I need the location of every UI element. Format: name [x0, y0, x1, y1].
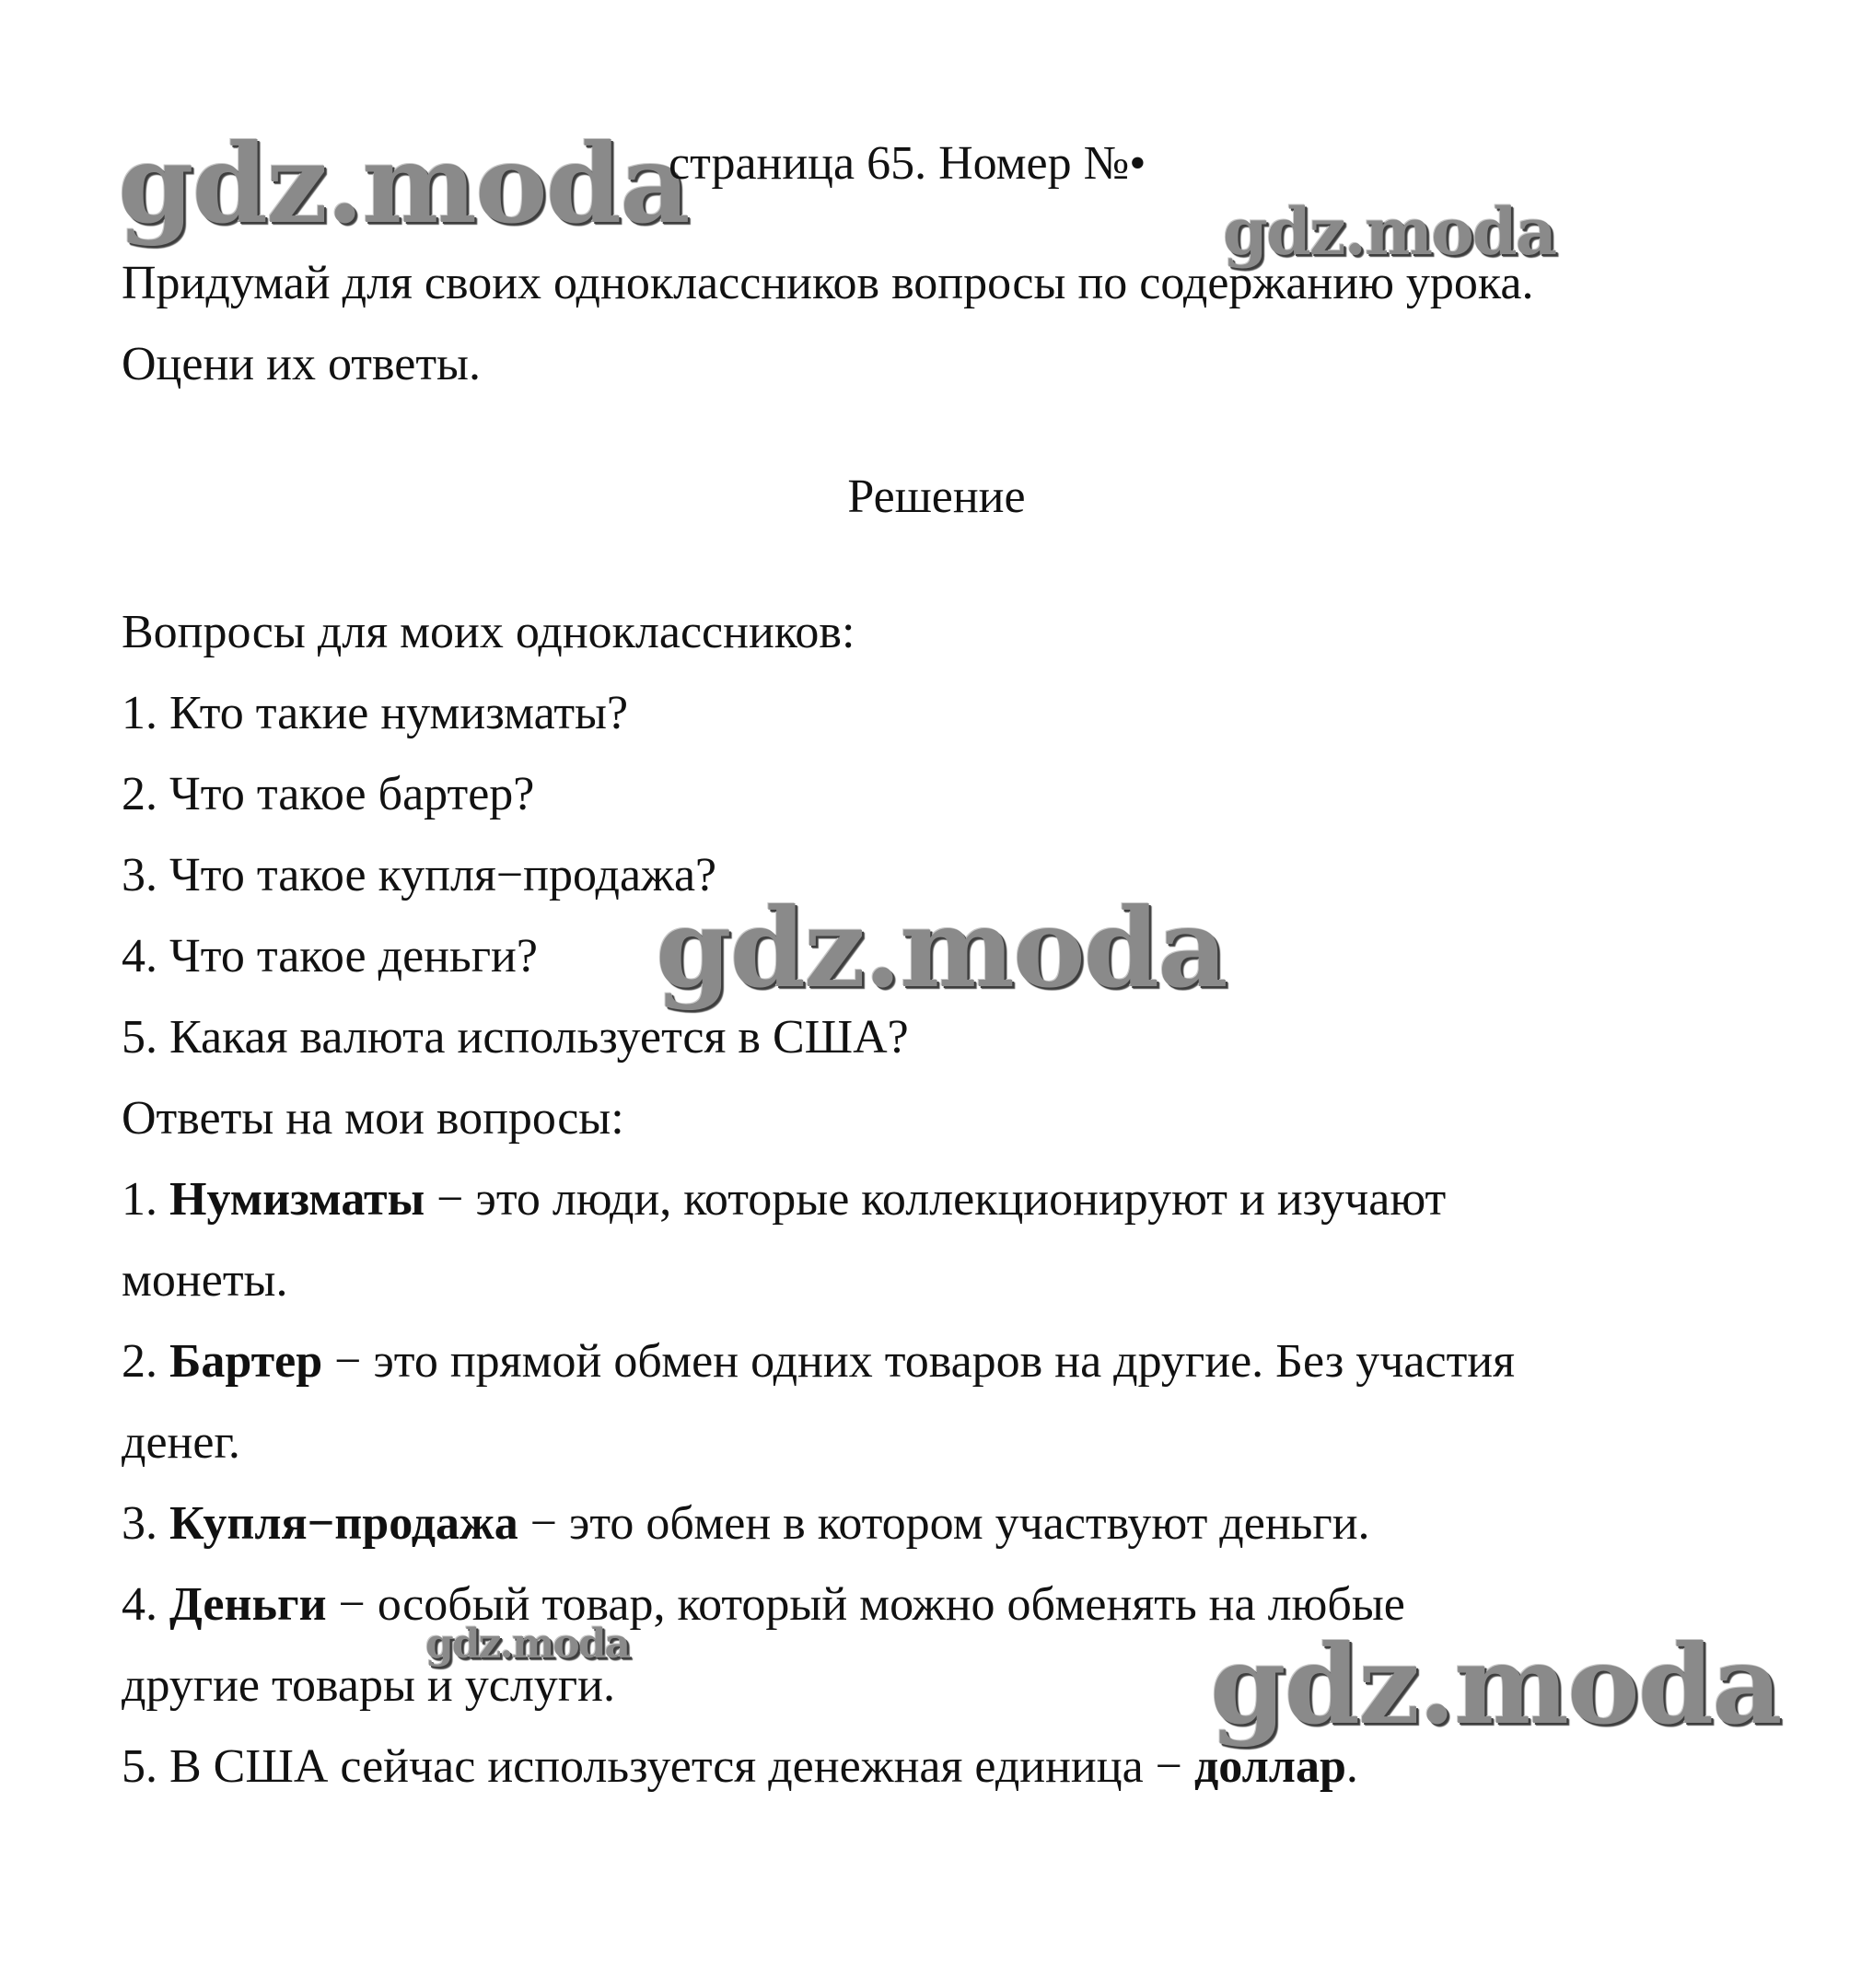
answer-number: 4.: [122, 1578, 169, 1631]
question-item: 2. Что такое бартер?: [122, 768, 535, 820]
question-item: 5. Какая валюта используется в США?: [122, 1011, 909, 1064]
answer-definition: − особый товар, который можно обменять на любые: [326, 1578, 1405, 1631]
solution-title: Решение: [847, 471, 1026, 523]
answer-continuation: другие товары и услуги.: [122, 1659, 615, 1712]
answer-term: доллар: [1194, 1740, 1346, 1793]
answer-item: [122, 1496, 1370, 1552]
question-item: 1. Кто такие нумизматы?: [122, 687, 629, 739]
watermark-logo: gdz.moda: [425, 1621, 630, 1668]
answer-item: [122, 1334, 1515, 1389]
answer-item: [122, 1172, 1446, 1227]
answer-continuation: монеты.: [122, 1254, 288, 1307]
answer-number: 3.: [122, 1497, 169, 1550]
page-header: страница 65. Номер №•: [669, 137, 1146, 190]
answers-heading: Ответы на мои вопросы:: [122, 1092, 624, 1145]
watermark-logo: gdz.moda: [1223, 193, 1556, 270]
answer-term: Купля−продажа: [169, 1497, 518, 1550]
answer-definition: − это прямой обмен одних товаров на другие. Без участия: [322, 1335, 1516, 1388]
answer-end: .: [1345, 1740, 1358, 1793]
answer-number: 1.: [122, 1173, 169, 1226]
answer-term: Нумизматы: [169, 1173, 425, 1226]
task-text-line-1: Придумай для своих одноклассников вопросы по содержанию урока.: [122, 257, 1534, 309]
watermark-logo: gdz.moda: [118, 120, 689, 248]
question-item: 4. Что такое деньги?: [122, 930, 538, 982]
task-text-line-2: Оцени их ответы.: [122, 338, 481, 390]
answer-definition: − это обмен в котором участвуют деньги.: [518, 1497, 1370, 1550]
answer-continuation: денег.: [122, 1416, 240, 1469]
answer-term: Бартер: [169, 1335, 323, 1388]
watermark-logo: gdz.moda: [656, 884, 1227, 1012]
questions-heading: Вопросы для моих одноклассников:: [122, 606, 855, 658]
answer-item: [122, 1739, 1358, 1795]
answer-item: [122, 1577, 1405, 1633]
answer-term: Деньги: [169, 1578, 327, 1631]
answer-number: 2.: [122, 1335, 169, 1388]
answer-definition: − это люди, которые коллекционируют и изучают: [425, 1173, 1447, 1226]
watermark-logo: gdz.moda: [1210, 1621, 1781, 1749]
question-item: 3. Что такое купля−продажа?: [122, 849, 717, 901]
answer-text: 5. В США сейчас используется денежная единица −: [122, 1740, 1194, 1793]
